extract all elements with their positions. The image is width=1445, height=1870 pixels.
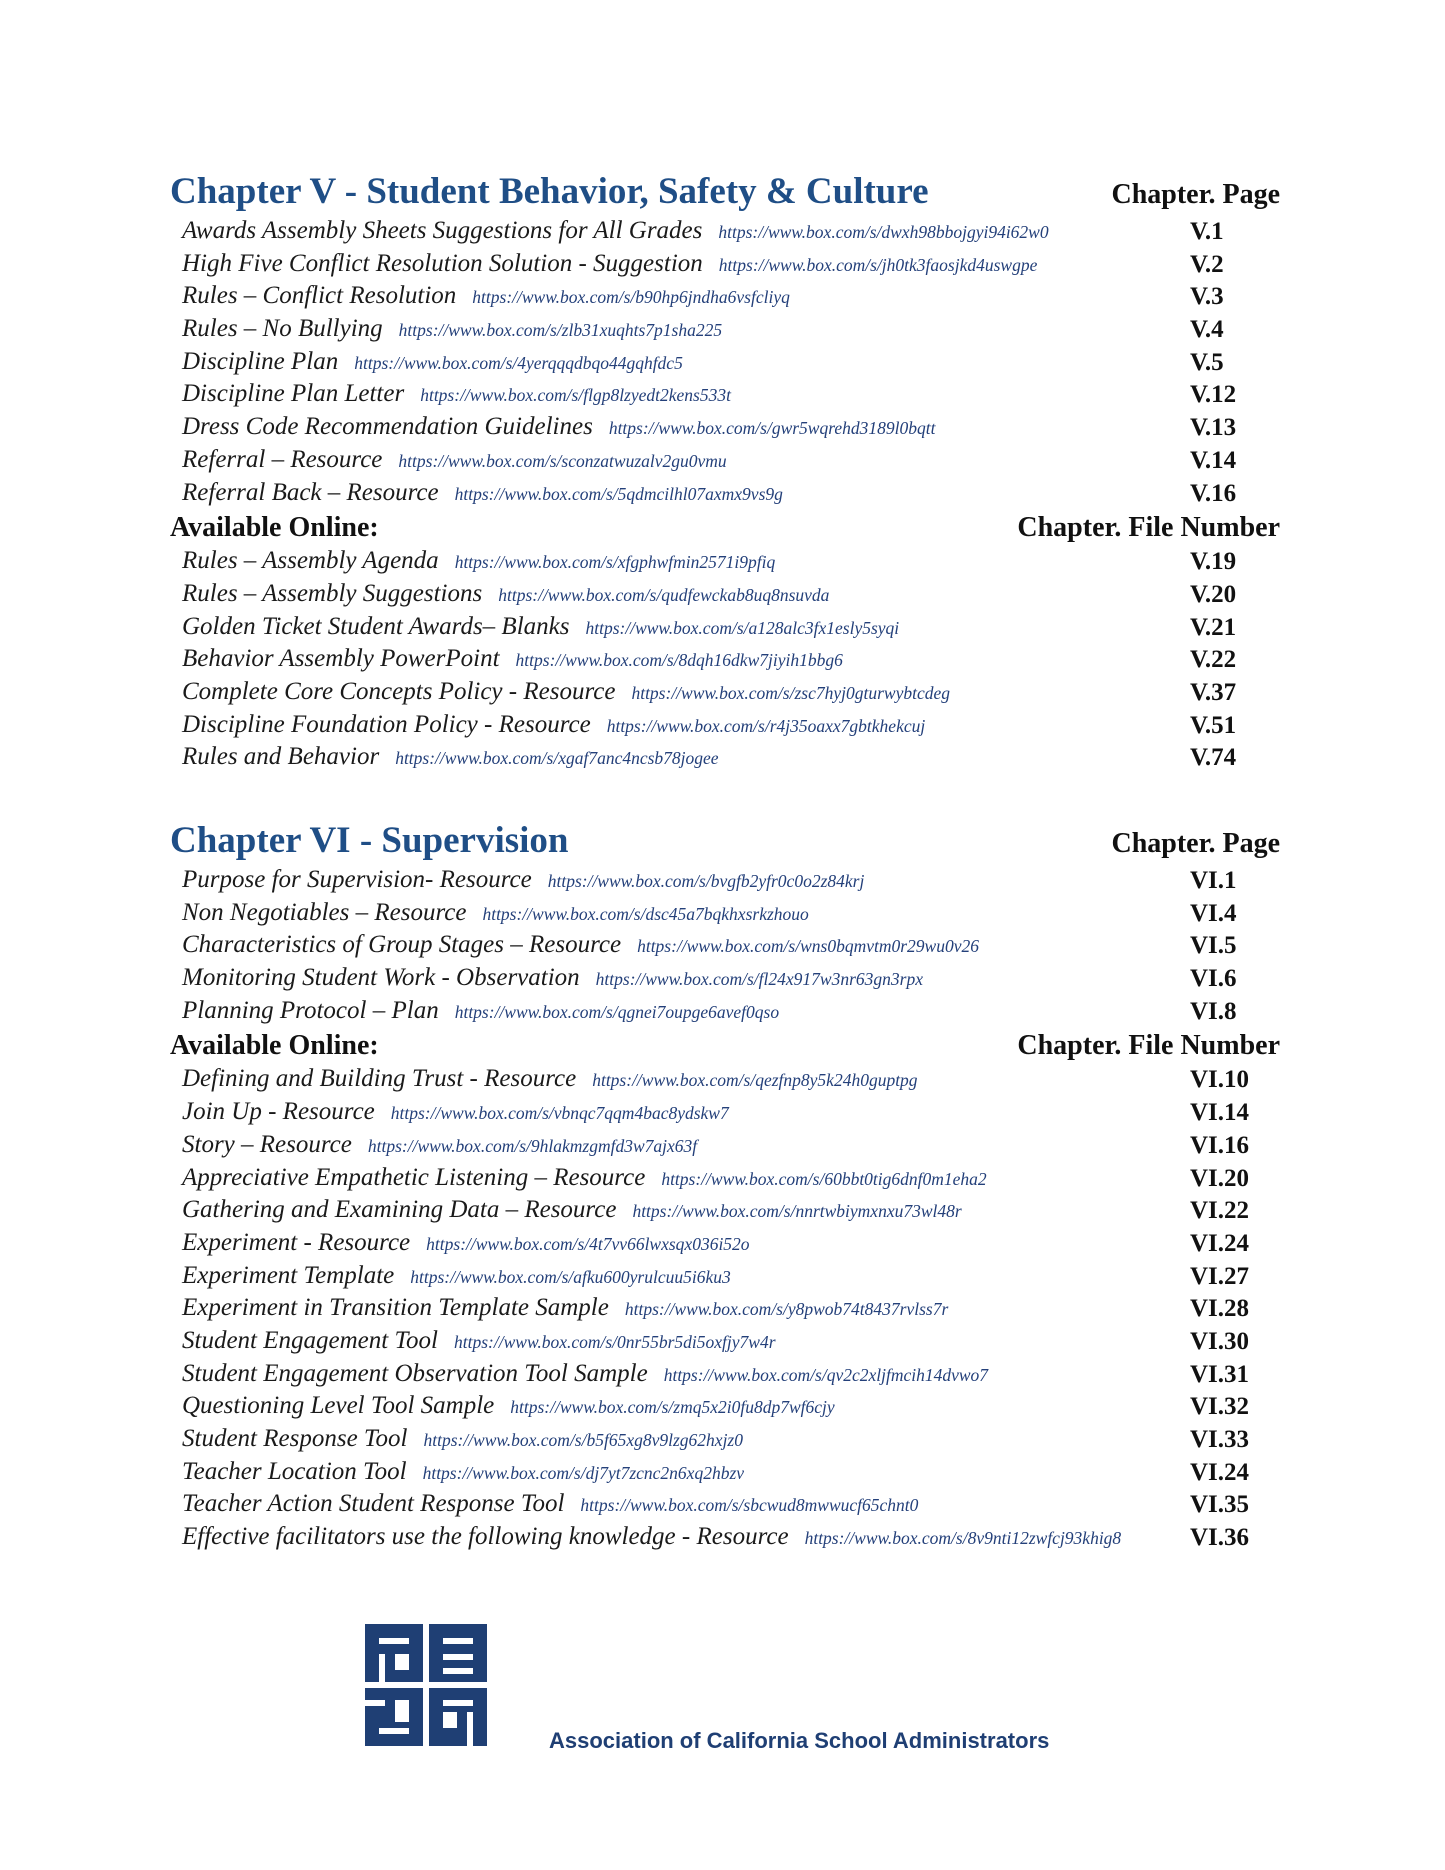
entry-link[interactable]: https://www.box.com/s/fl24x917w3nr63gn3rpx <box>595 969 923 990</box>
entry-title-text: Complete Core Concepts Policy - Resource <box>182 677 616 705</box>
entry-title <box>182 1262 731 1290</box>
entry-page-number: VI.31 <box>1190 1360 1250 1388</box>
available-online-label: Available Online: <box>170 512 379 544</box>
entry-title-text: Characteristics of Group Stages – Resource <box>182 931 622 959</box>
entry-link[interactable]: https://www.box.com/s/0nr55br5di5oxfjy7w4r <box>454 1331 776 1352</box>
entry-title <box>182 613 899 641</box>
entry-title-text: Teacher Action Student Response Tool <box>182 1490 565 1518</box>
toc-entry <box>170 963 1280 996</box>
toc-entry <box>170 379 1280 412</box>
entry-title <box>182 282 790 310</box>
entry-page-number: V.1 <box>1190 218 1224 245</box>
acsa-logo <box>365 1624 487 1746</box>
toc-entry <box>170 1261 1280 1294</box>
available-online-label: Available Online: <box>170 1030 379 1062</box>
entry-title-text: Golden Ticket Student Awards– Blanks <box>182 612 570 640</box>
entry-title <box>182 250 1037 278</box>
toc-entry <box>170 1228 1280 1261</box>
entry-page-number: V.19 <box>1190 548 1237 576</box>
chapter-6-online-header <box>170 1028 1280 1064</box>
entry-title-text: Student Engagement Tool <box>182 1326 439 1354</box>
entry-link[interactable]: https://www.box.com/s/qv2c2xljfmcih14dvwo7 <box>663 1364 989 1385</box>
entry-page-number: VI.20 <box>1190 1164 1250 1192</box>
entry-title-text: Gathering and Examining Data – Resource <box>182 1196 617 1224</box>
chapter-6-list <box>170 865 1280 1028</box>
entry-page-number: VI.32 <box>1190 1393 1250 1421</box>
entry-title <box>182 413 936 441</box>
entry-page-number: V.51 <box>1190 711 1237 739</box>
toc-entry <box>170 1489 1280 1522</box>
entry-page-number: VI.24 <box>1190 1458 1250 1486</box>
entry-title <box>182 348 683 376</box>
entry-title <box>182 678 950 706</box>
entry-page-number: VI.24 <box>1190 1229 1250 1257</box>
entry-page-number: VI.22 <box>1190 1197 1250 1225</box>
entry-link[interactable]: https://www.box.com/s/y8pwob74t8437rvlss7r <box>624 1299 949 1320</box>
entry-title <box>182 1229 750 1257</box>
entry-title <box>182 1425 743 1453</box>
entry-title <box>182 315 722 343</box>
entry-title-text: Join Up - Resource <box>182 1098 375 1126</box>
chapter-6-title: Chapter VI - Supervision <box>170 820 569 861</box>
toc-entry <box>170 1195 1280 1228</box>
entry-page-number: V.4 <box>1190 316 1224 344</box>
entry-link[interactable]: https://www.box.com/s/zmq5x2i0fu8dp7wf6cjy <box>510 1397 835 1418</box>
entry-page-number: V.12 <box>1190 381 1237 409</box>
entry-page-number: VI.30 <box>1190 1327 1250 1355</box>
entry-link[interactable]: https://www.box.com/s/gwr5wqrehd3189l0bqtt <box>608 418 936 439</box>
entry-title-text: Defining and Building Trust - Resource <box>182 1065 577 1093</box>
entry-page-number: VI.10 <box>1190 1066 1250 1094</box>
entry-title <box>182 866 864 894</box>
entry-link[interactable]: https://www.box.com/s/dj7yt7zcnc2n6xq2hbzv <box>422 1462 745 1483</box>
entry-link[interactable]: https://www.box.com/s/5qdmcilhl07axmx9vs9g <box>454 483 783 504</box>
entry-title-text: Questioning Level Tool Sample <box>182 1392 495 1420</box>
entry-link[interactable]: https://www.box.com/s/jh0tk3faosjkd4uswgpe <box>718 254 1038 275</box>
toc-entry <box>170 644 1280 677</box>
toc-entry <box>170 1457 1280 1490</box>
entry-page-number: V.20 <box>1190 580 1237 608</box>
entry-link[interactable]: https://www.box.com/s/8dqh16dkw7jiyih1bbg6 <box>515 650 843 671</box>
toc-entry <box>170 412 1280 445</box>
chapter-5-section <box>170 168 1280 775</box>
entry-page-number: V.21 <box>1190 613 1237 641</box>
entry-title-text: Discipline Foundation Policy - Resource <box>182 710 591 738</box>
entry-title-text: Referral – Resource <box>182 445 383 473</box>
entry-page-number: V.2 <box>1190 250 1224 278</box>
entry-title-text: Experiment Template <box>182 1261 395 1289</box>
entry-title <box>182 217 1049 245</box>
toc-entry <box>170 677 1280 710</box>
toc-entry <box>170 1326 1280 1359</box>
entry-page-number: VI.28 <box>1190 1295 1250 1323</box>
entry-title <box>182 964 923 992</box>
toc-entry <box>170 216 1280 249</box>
entry-title-text: Appreciative Empathetic Listening – Resource <box>182 1163 646 1191</box>
entry-title <box>182 1392 835 1420</box>
entry-link[interactable]: https://www.box.com/s/qgnei7oupge6avef0qso <box>454 1001 780 1022</box>
toc-entry <box>170 1064 1280 1097</box>
entry-page-number: V.16 <box>1190 479 1237 507</box>
entry-page-number: VI.14 <box>1190 1099 1250 1127</box>
entry-title-text: Student Response Tool <box>182 1425 408 1452</box>
entry-page-number: VI.6 <box>1190 965 1237 993</box>
entry-link[interactable]: https://www.box.com/s/dwxh98bbojgyi94i62w0 <box>718 222 1049 242</box>
entry-title <box>182 1458 744 1486</box>
toc-entry <box>170 1293 1280 1326</box>
entry-title <box>182 479 783 507</box>
entry-title <box>182 547 775 575</box>
entry-page-number: V.37 <box>1190 678 1237 706</box>
entry-page-number: VI.33 <box>1190 1426 1250 1453</box>
entry-title <box>182 1523 1121 1551</box>
entry-link[interactable]: https://www.box.com/s/8v9nti12zwfcj93khig8 <box>804 1528 1122 1549</box>
entry-page-number: VI.35 <box>1190 1491 1250 1519</box>
entry-title <box>182 899 809 927</box>
entry-title <box>182 1196 962 1224</box>
entry-page-number: VI.8 <box>1190 997 1237 1025</box>
toc-entry <box>170 314 1280 347</box>
entry-link[interactable]: https://www.box.com/s/9hlakmzgmfd3w7ajx63f <box>367 1135 698 1156</box>
entry-page-number: VI.5 <box>1190 932 1237 960</box>
chapter-5-header <box>170 168 1280 216</box>
entry-link[interactable]: https://www.box.com/s/dsc45a7bqkhxsrkzhouo <box>482 903 809 924</box>
toc-entry <box>170 1522 1280 1555</box>
entry-title <box>182 1164 987 1192</box>
entry-link[interactable]: https://www.box.com/s/nnrtwbiymxnxu73wl48r <box>632 1201 962 1222</box>
chapter-5-list <box>170 216 1280 510</box>
entry-title-text: Rules – Conflict Resolution <box>182 282 457 310</box>
entry-page-number: VI.27 <box>1190 1262 1250 1290</box>
entry-page-number: VI.16 <box>1190 1131 1250 1159</box>
file-number-header: Chapter. File Number <box>1017 512 1280 544</box>
toc-entry <box>170 612 1280 645</box>
entry-title <box>182 1131 697 1159</box>
entry-page-number: VI.36 <box>1190 1524 1250 1552</box>
footer <box>365 1624 1165 1754</box>
toc-entry <box>170 710 1280 743</box>
entry-title-text: Discipline Plan <box>182 347 339 375</box>
entry-title <box>182 743 719 771</box>
entry-link[interactable]: https://www.box.com/s/qezfnp8y5k24h0guptpg <box>592 1070 918 1091</box>
chapter-5-online-header <box>170 510 1280 546</box>
entry-title-text: Non Negotiables – Resource <box>182 898 467 926</box>
entry-link[interactable]: https://www.box.com/s/a128alc3fx1esly5syqi <box>585 617 900 638</box>
entry-title-text: Awards Assembly Sheets Suggestions for All Grades <box>182 217 703 244</box>
entry-link[interactable]: https://www.box.com/s/xgaf7anc4ncsb78jogee <box>395 748 719 769</box>
toc-entry <box>170 1163 1280 1196</box>
entry-page-number: VI.1 <box>1190 867 1237 894</box>
entry-title-text: Behavior Assembly PowerPoint <box>182 645 500 673</box>
entry-link[interactable]: https://www.box.com/s/zsc7hyj0gturwybtcdeg <box>631 682 950 703</box>
entry-link[interactable]: https://www.box.com/s/afku600yrulcuu5i6ku3 <box>410 1266 731 1287</box>
entry-link[interactable]: https://www.box.com/s/vbnqc7qqm4bac8ydskw7 <box>390 1103 729 1124</box>
entry-title-text: Effective facilitators use the following knowledge - Resource <box>182 1523 789 1551</box>
toc-entry <box>170 249 1280 282</box>
entry-link[interactable]: https://www.box.com/s/zlb31xuqhts7p1sha225 <box>398 320 723 341</box>
entry-title <box>182 645 843 673</box>
toc-entry <box>170 865 1280 898</box>
entry-page-number: V.14 <box>1190 446 1237 474</box>
toc-page <box>170 168 1280 1555</box>
entry-page-number: V.5 <box>1190 348 1224 376</box>
file-number-header: Chapter. File Number <box>1017 1030 1280 1062</box>
entry-title <box>182 997 779 1025</box>
toc-entry <box>170 1130 1280 1163</box>
entry-title-text: Experiment - Resource <box>182 1228 411 1256</box>
organization-name: Association of California School Administrators <box>549 1728 1050 1753</box>
chapter-6-header <box>170 817 1280 865</box>
entry-title-text: High Five Conflict Resolution Solution - Suggestion <box>182 249 703 277</box>
entry-link[interactable]: https://www.box.com/s/sconzatwuzalv2gu0vmu <box>398 450 727 471</box>
toc-entry <box>170 445 1280 478</box>
toc-entry <box>170 347 1280 380</box>
toc-entry <box>170 1097 1280 1130</box>
entry-page-number: V.22 <box>1190 646 1237 674</box>
toc-entry <box>170 1359 1280 1392</box>
entry-page-number: V.13 <box>1190 414 1237 442</box>
chapter-6-page-header: Chapter. Page <box>1111 828 1280 859</box>
entry-title-text: Referral Back – Resource <box>182 478 439 506</box>
toc-entry <box>170 1424 1280 1457</box>
entry-title <box>182 380 731 408</box>
entry-link[interactable]: https://www.box.com/s/flgp8lzyedt2kens533t <box>420 385 731 406</box>
entry-link[interactable]: https://www.box.com/s/4yerqqqdbqo44gqhfdc5 <box>354 352 683 373</box>
entry-link[interactable]: https://www.box.com/s/bvgfb2yfr0c0o2z84krj <box>547 871 865 891</box>
entry-page-number: V.74 <box>1190 744 1237 772</box>
chapter-5-title: Chapter V - Student Behavior, Safety & Culture <box>170 171 929 212</box>
entry-title-text: Rules – Assembly Agenda <box>182 547 439 575</box>
chapter-5-online-list <box>170 546 1280 775</box>
entry-title-text: Purpose for Supervision- Resource <box>182 866 532 893</box>
entry-link[interactable]: https://www.box.com/s/wns0bqmvtm0r29wu0v26 <box>637 936 979 957</box>
entry-link[interactable]: https://www.box.com/s/xfgphwfmin2571i9pfiq <box>454 552 776 573</box>
entry-title-text: Experiment in Transition Template Sample <box>182 1294 609 1322</box>
entry-link[interactable]: https://www.box.com/s/r4j35oaxx7gbtkhekcuj <box>606 715 926 736</box>
entry-title-text: Student Engagement Observation Tool Sample <box>182 1359 648 1387</box>
entry-title <box>182 1294 948 1322</box>
entry-title-text: Rules – Assembly Suggestions <box>182 579 483 607</box>
entry-title <box>182 931 979 959</box>
entry-title <box>182 1327 776 1355</box>
toc-entry <box>170 579 1280 612</box>
entry-title-text: Teacher Location Tool <box>182 1457 407 1485</box>
toc-entry <box>170 478 1280 511</box>
entry-title-text: Planning Protocol – Plan <box>182 996 439 1024</box>
toc-entry <box>170 546 1280 579</box>
entry-link[interactable]: https://www.box.com/s/b90hp6jndha6vsfcliyq <box>472 287 790 308</box>
entry-title <box>182 711 925 739</box>
toc-entry <box>170 742 1280 775</box>
entry-title <box>182 580 829 608</box>
chapter-6-section <box>170 817 1280 1555</box>
entry-title-text: Dress Code Recommendation Guidelines <box>182 413 593 441</box>
toc-entry <box>170 930 1280 963</box>
entry-link[interactable]: https://www.box.com/s/sbcwud8mwwucf65chnt0 <box>580 1495 919 1516</box>
chapter-6-online-list <box>170 1064 1280 1554</box>
entry-link[interactable]: https://www.box.com/s/b5f65xg8v9lzg62hxjz0 <box>423 1430 743 1450</box>
entry-link[interactable]: https://www.box.com/s/4t7vv66lwxsqx036i52o <box>426 1233 750 1254</box>
toc-entry <box>170 281 1280 314</box>
entry-link[interactable]: https://www.box.com/s/qudfewckab8uq8nsuvda <box>498 584 830 605</box>
entry-page-number: VI.4 <box>1190 899 1237 927</box>
entry-title <box>182 1098 729 1126</box>
toc-entry <box>170 996 1280 1029</box>
chapter-5-page-header: Chapter. Page <box>1111 179 1280 210</box>
entry-title <box>182 1360 988 1388</box>
entry-page-number: V.3 <box>1190 283 1224 311</box>
entry-title-text: Rules and Behavior <box>182 743 380 771</box>
entry-title-text: Story – Resource <box>182 1130 352 1158</box>
entry-title-text: Monitoring Student Work - Observation <box>182 964 580 992</box>
entry-title <box>182 1490 918 1518</box>
entry-title-text: Discipline Plan Letter <box>182 380 405 408</box>
entry-link[interactable]: https://www.box.com/s/60bbt0tig6dnf0m1eha2 <box>661 1168 987 1189</box>
entry-title <box>182 446 727 474</box>
entry-title <box>182 1065 918 1093</box>
toc-entry <box>170 898 1280 931</box>
entry-title-text: Rules – No Bullying <box>182 315 383 343</box>
toc-entry <box>170 1391 1280 1424</box>
